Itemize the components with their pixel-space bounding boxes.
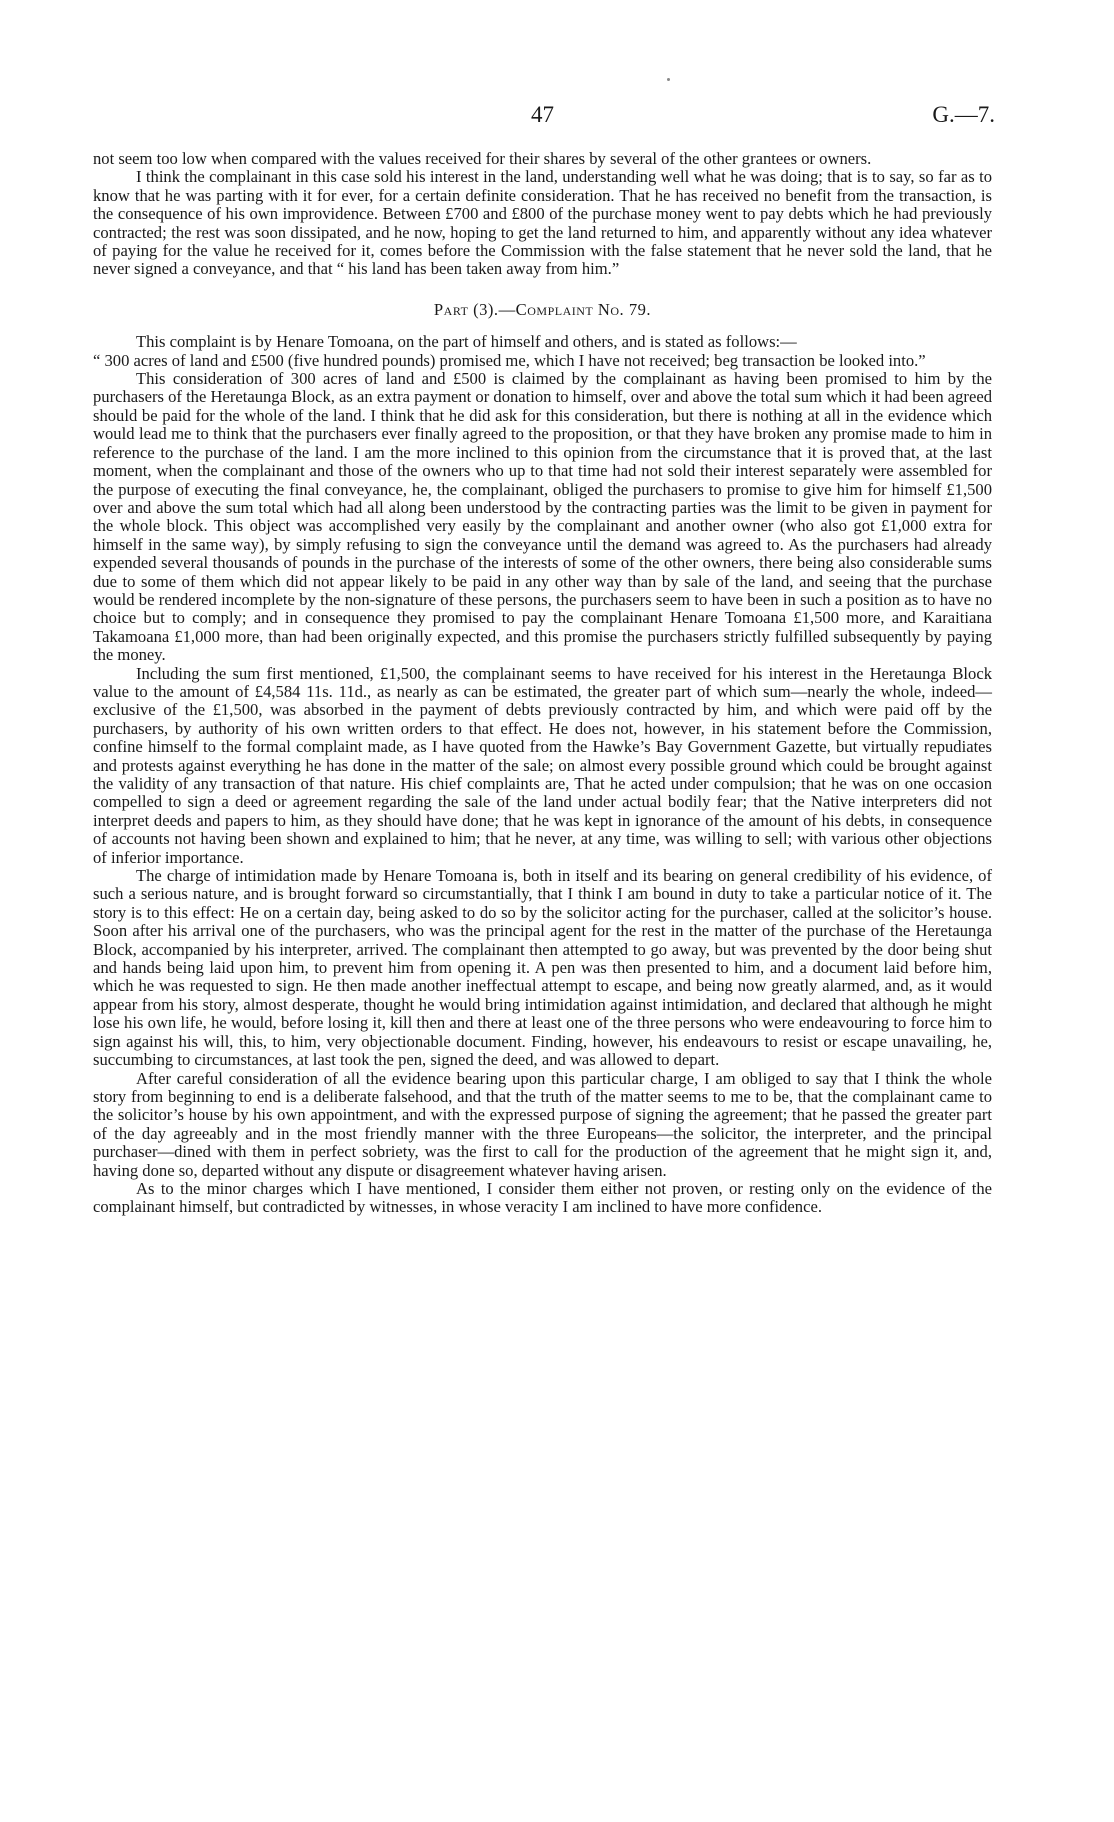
paragraph-conclusion-previous: I think the complainant in this case sold his interest in the land, understanding well what he was doing; that is to say, so far as to know that he was parting with it for ever, for a certain definite consideration. That he has received no benefit from the transaction, is the consequence of his own improvidence. Between £700 and £800 of the purchase money went to pay debts which he had previously contracted; the rest was soon dissipated, and he now, hoping to get the land returned to him, and apparently without any idea whatever of paying for the value he received for it, comes before the Commission with the false statement that he never sold the land, that he never signed a conveyance, and that “ his land has been taken away from him.”	[93, 167, 992, 279]
section-heading	[93, 301, 992, 319]
paragraph-minor-charges: As to the minor charges which I have mentioned, I consider them either not proven, or resting only on the evidence of the complainant himself, but contradicted by witnesses, in whose veracity I am inclined to have more confidence.	[93, 1178, 992, 1217]
paragraph-complaint-quote: “ 300 acres of land and £500 (five hundred pounds) promised me, which I have not received; beg transaction be looked into.”	[93, 350, 926, 370]
paragraph-complaint-intro: This complaint is by Henare Tomoana, on the part of himself and others, and is stated as follows:—	[136, 332, 797, 352]
paragraph-continuation: not seem too low when compared with the values received for their shares by several of the other grantees or owners.	[93, 149, 872, 168]
paragraph-evidence-conclusion: After careful consideration of all the evidence bearing upon this particular charge, I am obliged to say that I think the whole story from beginning to end is a deliberate falsehood, and that the truth of the matter seems to me to be, that the complainant came to the solicitor’s house by his own appointment, and with the expressed purpose of signing the agreement; that he passed the greater part of the day agreeably and in the most friendly manner with the three Europeans—the solicitor, the interpreter, and the principal purchaser—dined with them in perfect sobriety, was the first to call for the production of the agreement that he might sign it, and, having done so, departed without any dispute or disagreement whatever having arisen.	[93, 1068, 992, 1180]
document-reference: G.—7.	[932, 102, 995, 127]
document-body	[93, 150, 992, 1217]
paragraph-sum-received: Including the sum first mentioned, £1,500, the complainant seems to have received for his interest in the Heretaunga Block value to the amount of £4,584 11s. 11d., as nearly as can be estimated, the greater part of which sum—nearly the whole, indeed—exclusive of the £1,500, was absorbed in the payment of debts previously contracted by him, and which were paid off by the purchasers, by authority of his own written orders to that effect. He does not, however, in his statement before the Commission, confine himself to the formal complaint made, as I have quoted from the Hawke’s Bay Government Gazette, but virtually repudiates and protests against everything he has done in the matter of the sale; on almost every possible ground which could be brought against the validity of any transaction of that nature. His chief complaints are, That he acted under compulsion; that he was on one occasion compelled to sign a deed or agreement regarding the sale of the land under actual bodily fear; that the Native interpreters did not interpret deeds and papers to him, as they should have done; that he was kept in ignorance of the amount of his debts, in consequence of accounts not having been shown and explained to him; that he never, at any time, was willing to sell; with various other objections of inferior importance.	[93, 663, 992, 867]
section-heading-text: Part (3).—Complaint No. 79.	[433, 299, 652, 319]
page-number: 47	[531, 102, 554, 127]
paragraph-consideration: This consideration of 300 acres of land and £500 is claimed by the complainant as having been promised to him by the purchasers of the Heretaunga Block, as an extra payment or donation to himself, over and above the total sum which it had been agreed should be paid for the whole of the land. I think that he did ask for this consideration, but there is nothing at all in the evidence which would lead me to think that the purchasers ever finally agreed to the proposition, or that they have broken any promise made to him in reference to the purchase of the land. I am the more inclined to this opinion from the circumstance that it is proved that, at the last moment, when the complainant and those of the owners who up to that time had not sold their interest separately were assembled for the purpose of executing the final conveyance, he, the complainant, obliged the purchasers to promise to give him for himself £1,500 over and above the sum total which had all along been understood by the contracting parties was the limit to be given in payment for the whole block. This object was accomplished very easily by the complainant and another owner (who also got £1,000 extra for himself in the same way), by simply refusing to sign the conveyance until the demand was agreed to. As the purchasers had already expended several thousands of pounds in the purchase of the interests of some of the other owners, there being also considerable sums due to some of them which did not appear likely to be paid in any other way than by sale of the land, and seeing that the purchase would be rendered incomplete by the non-signature of these persons, the purchasers seem to have been in such a position as to have no choice but to comply; and in consequence they promised to pay the complainant Henare Tomoana £1,500 more, and Karaitiana Takamoana £1,000 more, than had been originally expected, and this promise the purchasers strictly fulfilled subsequently by paying the money.	[93, 369, 992, 665]
ink-speck	[667, 78, 670, 81]
paragraph-intimidation-charge: The charge of intimidation made by Henare Tomoana is, both in itself and its bearing on general credibility of his evidence, of such a serious nature, and is brought forward so circumstantially, that I think I am bound in duty to take a particular notice of it. The story is to this effect: He on a certain day, being asked to do so by the solicitor acting for the purchaser, called at the solicitor’s house. Soon after his arrival one of the purchasers, who was the principal agent for the rest in the matter of the purchase of the Heretaunga Block, accompanied by his interpreter, arrived. The complainant then attempted to go away, but was prevented by the door being shut and hands being laid upon him, to prevent him from opening it. A pen was then presented to him, and a document laid before him, which he was requested to sign. He then made another ineffectual attempt to escape, and being now greatly alarmed, and, as it would appear from his story, almost desperate, thought he would bring intimidation against intimidation, and declared that although he might lose his own life, he would, before losing it, kill then and there at least one of the three persons who were endeavouring to force him to sign against his will, this, to him, very objectionable document. Finding, however, his endeavours to resist or escape unavailing, he, succumbing to circumstances, at last took the pen, signed the deed, and was allowed to depart.	[93, 866, 992, 1070]
page-header	[90, 102, 995, 130]
